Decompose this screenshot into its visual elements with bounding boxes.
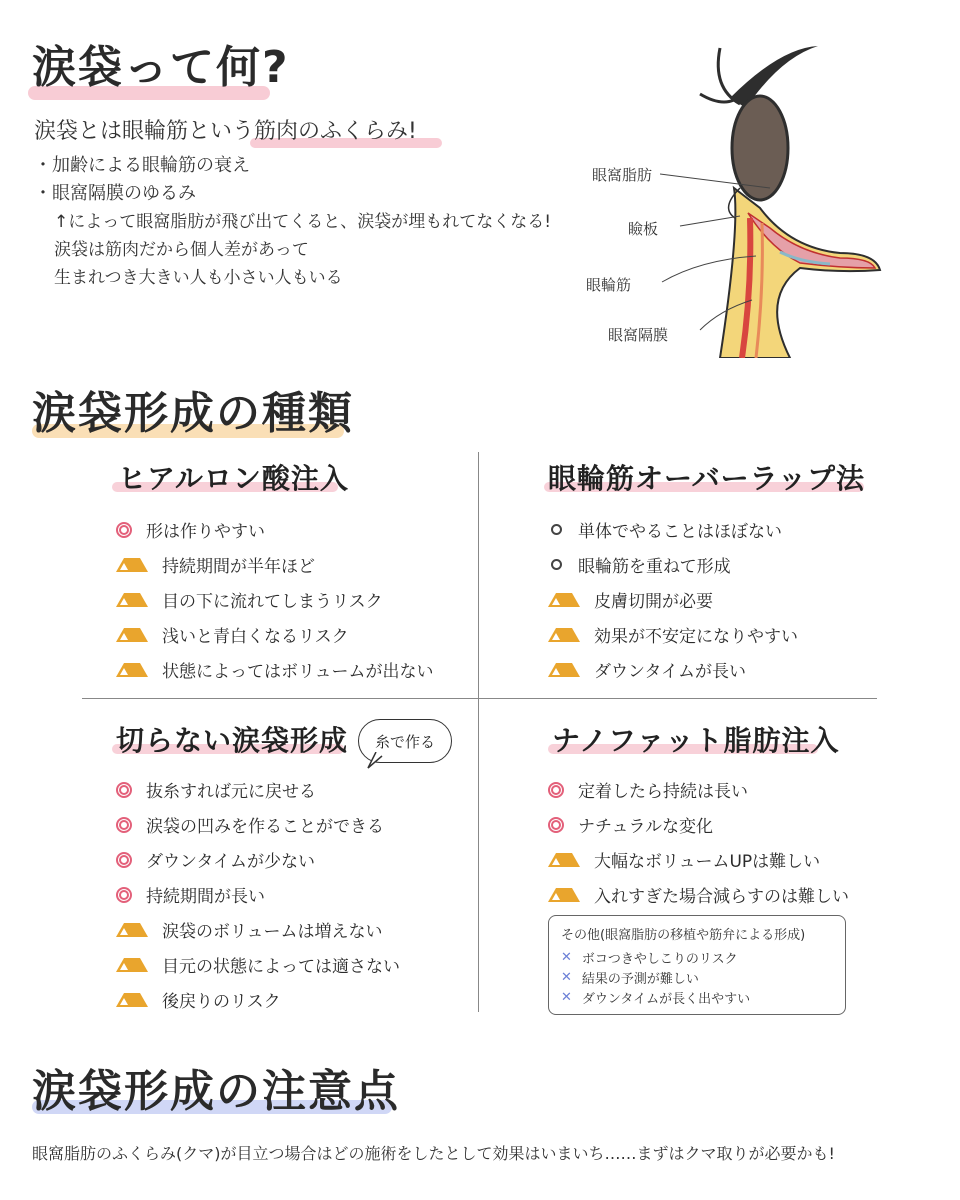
list-item: ナチュラルな変化 (548, 807, 849, 842)
list-item: ✕ ダウンタイムが長く出やすい (561, 989, 751, 1007)
list-item: ✕ ボコつきやしこりのリスク (561, 949, 738, 967)
label-orbital-fat: 眼窩脂肪 (592, 166, 653, 184)
label-orbital-septum: 眼窩隔膜 (608, 326, 669, 344)
label-leader-lines (660, 160, 780, 340)
list-item: 涙袋の凹みを作ることができる (116, 807, 400, 842)
double-circle-icon (116, 852, 132, 868)
q3-title: 切らない涙袋形成 (116, 724, 349, 757)
list-item: 持続期間が半年ほど (116, 547, 434, 582)
circle-icon (548, 522, 564, 538)
other-methods-title: その他(眼窩脂肪の移植や筋弁による形成) (561, 928, 806, 943)
list-item: 後戻りのリスク (116, 982, 400, 1017)
label-orbicularis: 眼輪筋 (586, 276, 632, 294)
triangle-icon (116, 593, 148, 607)
list-item: 効果が不安定になりやすい (548, 617, 798, 652)
speech-bubble-tail (366, 752, 384, 770)
list-item: 定着したら持続は長い (548, 772, 849, 807)
double-circle-icon (116, 782, 132, 798)
bullet-aging: ・加齢による眼輪筋の衰え (34, 155, 250, 176)
list-item: 涙袋のボリュームは増えない (116, 912, 400, 947)
triangle-icon (548, 663, 580, 677)
section3-title: 涙袋形成の注意点 (32, 1066, 400, 1117)
list-item: 状態によってはボリュームが出ない (116, 652, 434, 687)
cross-icon: ✕ (561, 989, 572, 1005)
note-line-2: 涙袋は筋肉だから個人差があって (54, 240, 309, 260)
double-circle-icon (116, 887, 132, 903)
list-item: 目の下に流れてしまうリスク (116, 582, 434, 617)
triangle-icon (116, 558, 148, 572)
cross-icon: ✕ (561, 949, 572, 965)
q1-title: ヒアルロン酸注入 (118, 462, 349, 495)
double-circle-icon (548, 782, 564, 798)
note-line-1: ↑によって眼窩脂肪が飛び出てくると、涙袋が埋もれてなくなる! (54, 212, 552, 232)
note-line-3: 生まれつき大きい人も小さい人もいる (54, 268, 343, 288)
list-item: 浅いと青白くなるリスク (116, 617, 434, 652)
triangle-icon (548, 888, 580, 902)
quadrant-divider-horizontal (82, 698, 877, 699)
list-item: 皮膚切開が必要 (548, 582, 798, 617)
triangle-icon (116, 923, 148, 937)
list-item: ダウンタイムが長い (548, 652, 798, 687)
list-item: 単体でやることはほぼない (548, 512, 798, 547)
circle-icon (548, 557, 564, 573)
section2-title: 涙袋形成の種類 (32, 388, 354, 439)
triangle-icon (548, 853, 580, 867)
section1-title: 涙袋って何? (32, 42, 290, 93)
list-item: 目元の状態によっては適さない (116, 947, 400, 982)
q4-list (548, 772, 849, 912)
speech-bubble: 糸で作る (358, 719, 452, 763)
double-circle-icon (548, 817, 564, 833)
list-item: 形は作りやすい (116, 512, 434, 547)
triangle-icon (116, 663, 148, 677)
section3-text: 眼窩脂肪のふくらみ(クマ)が目立つ場合はどの施術をしたとして効果はいまいち……まずはクマ取りが必要かも! (32, 1144, 835, 1163)
other-methods-list (561, 947, 833, 1007)
triangle-icon (548, 628, 580, 642)
list-item: 眼輪筋を重ねて形成 (548, 547, 798, 582)
triangle-icon (116, 958, 148, 972)
q3-list (116, 772, 400, 1017)
triangle-icon (116, 628, 148, 642)
triangle-icon (116, 993, 148, 1007)
intro-line: 涙袋とは眼輪筋という筋肉のふくらみ! (34, 119, 417, 144)
upper-eyelid-lashes (730, 46, 818, 108)
q2-title: 眼輪筋オーバーラップ法 (548, 462, 866, 495)
list-item: 持続期間が長い (116, 877, 400, 912)
other-methods-box (548, 915, 846, 1015)
q1-list (116, 512, 434, 687)
double-circle-icon (116, 522, 132, 538)
list-item: 大幅なボリュームUPは難しい (548, 842, 849, 877)
list-item: ダウンタイムが少ない (116, 842, 400, 877)
label-tarsal-plate: 瞼板 (628, 220, 659, 238)
q2-list (548, 512, 798, 687)
list-item: 入れすぎた場合減らすのは難しい (548, 877, 849, 912)
list-item: 抜糸すれば元に戻せる (116, 772, 400, 807)
bullet-septum: ・眼窩隔膜のゆるみ (34, 183, 196, 204)
quadrant-divider-vertical (478, 452, 479, 1012)
cross-icon: ✕ (561, 969, 572, 985)
triangle-icon (548, 593, 580, 607)
list-item: ✕ 結果の予測が難しい (561, 969, 699, 987)
double-circle-icon (116, 817, 132, 833)
q4-title: ナノファット脂肪注入 (552, 724, 840, 757)
